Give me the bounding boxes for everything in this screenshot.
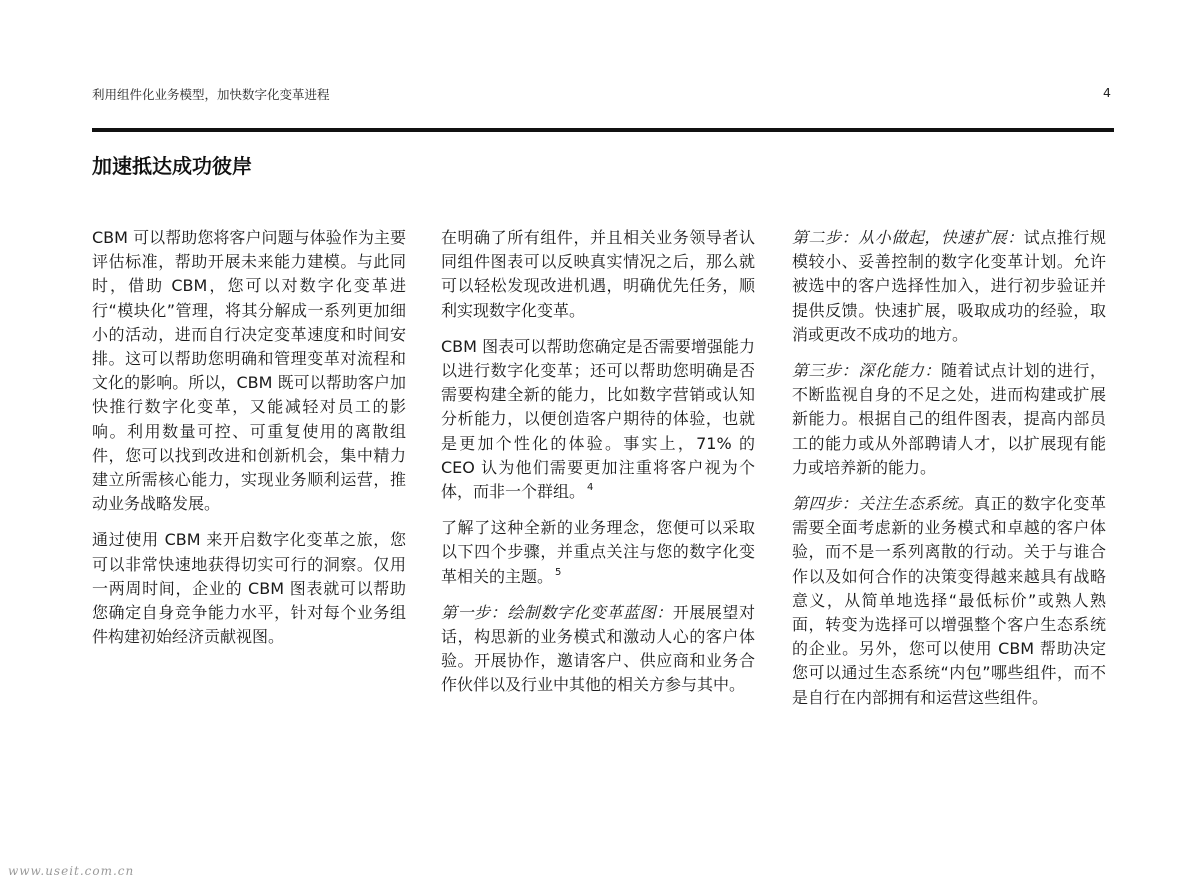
paragraph-text: 了解了这种全新的业务理念，您便可以采取以下四个步骤，并重点关注与您的数字化变革相关的主题。	[441, 518, 755, 586]
step-text: 随着试点计划的进行，不断监视自身的不足之处，进而构建或扩展新能力。根据自己的组件图表，提高内部员工的能力或从外部聘请人才，以扩展现有能力或培养新的能力。	[792, 361, 1106, 477]
text-column-1	[92, 226, 406, 661]
step-text: 真正的数字化变革需要全面考虑新的业务模式和卓越的客户体验，而不是一系列离散的行动。关于与谁合作以及如何合作的决策变得越来越具有战略意义，从简单地选择“最低标价”或熟人熟面，转变为选择可以增强整个客户生态系统的企业。另外，您可以使用 CBM 帮助决定您可以通过生态系统“内包”哪些组件，而不是自行在内部拥有和运营这些组件。	[792, 494, 1106, 707]
step-lead: 第二步：从小做起，快速扩展：	[792, 228, 1024, 247]
step-lead: 第一步：绘制数字化变革蓝图：	[441, 602, 673, 622]
step-paragraph	[441, 601, 755, 698]
paragraph	[441, 335, 755, 504]
header-divider	[92, 128, 1114, 132]
step-lead: 第三步：深化能力：	[792, 361, 941, 381]
page-number: 4	[1103, 85, 1111, 100]
footnote-marker: 4	[587, 482, 594, 494]
paragraph: 在明确了所有组件，并且相关业务领导者认同组件图表可以反映真实情况之后，那么就可以轻松发现改进机遇，明确优先任务，顺利实现数字化变革。	[441, 228, 755, 320]
paragraph: CBM 可以帮助您将客户问题与体验作为主要评估标准，帮助开展未来能力建模。与此同时，借助 CBM，您可以对数字化变革进行“模块化”管理，将其分解成一系列更加细小的活动，进而自行决定变革速度和时间安排。这可以帮助您明确和管理变革对流程和文化的影响。所以，CBM 既可以帮助客户加快推行数字化变革，又能减轻对员工的影响。利用数量可控、可重复使用的离散组件，您可以找到改进和创新机会，集中精力建立所需核心能力，实现业务顺利运营，推动业务战略发展。	[92, 228, 406, 514]
step-paragraph	[792, 492, 1106, 710]
step-text: 试点推行规模较小、妥善控制的数字化变革计划。允许被选中的客户选择性加入，进行初步验证并提供反馈。快速扩展，吸取成功的经验，取消或更改不成功的地方。	[792, 228, 1106, 344]
watermark: www.useit.com.cn	[8, 864, 135, 878]
step-lead: 第四步：关注生态系统。	[792, 494, 975, 514]
footnote-marker: 5	[555, 566, 562, 578]
step-text: 开展展望对话，构思新的业务模式和激动人心的客户体验。开展协作，邀请客户、供应商和业务合作伙伴以及行业中其他的相关方参与其中。	[441, 602, 755, 695]
running-header-title: 利用组件化业务模型，加快数字化变革进程	[92, 87, 330, 102]
paragraph	[441, 516, 755, 589]
step-paragraph	[792, 226, 1106, 347]
paragraph: 通过使用 CBM 来开启数字化变革之旅，您可以非常快速地获得切实可行的洞察。仅用一两周时间，企业的 CBM 图表就可以帮助您确定自身竞争能力水平，针对每个业务组件构建初始经济贡献视图。	[92, 530, 406, 647]
text-column-2	[441, 226, 755, 710]
step-paragraph	[792, 359, 1106, 480]
paragraph-text: CBM 图表可以帮助您确定是否需要增强能力以进行数字化变革；还可以帮助您明确是否需要构建全新的能力，比如数字营销或认知分析能力，以便创造客户期待的体验，也就是更加个性化的体验。事实上，71% 的 CEO 认为他们需要更加注重将客户视为个体，而非一个群组。	[441, 336, 755, 502]
section-heading: 加速抵达成功彼岸	[92, 154, 252, 178]
text-column-3	[792, 226, 1106, 722]
